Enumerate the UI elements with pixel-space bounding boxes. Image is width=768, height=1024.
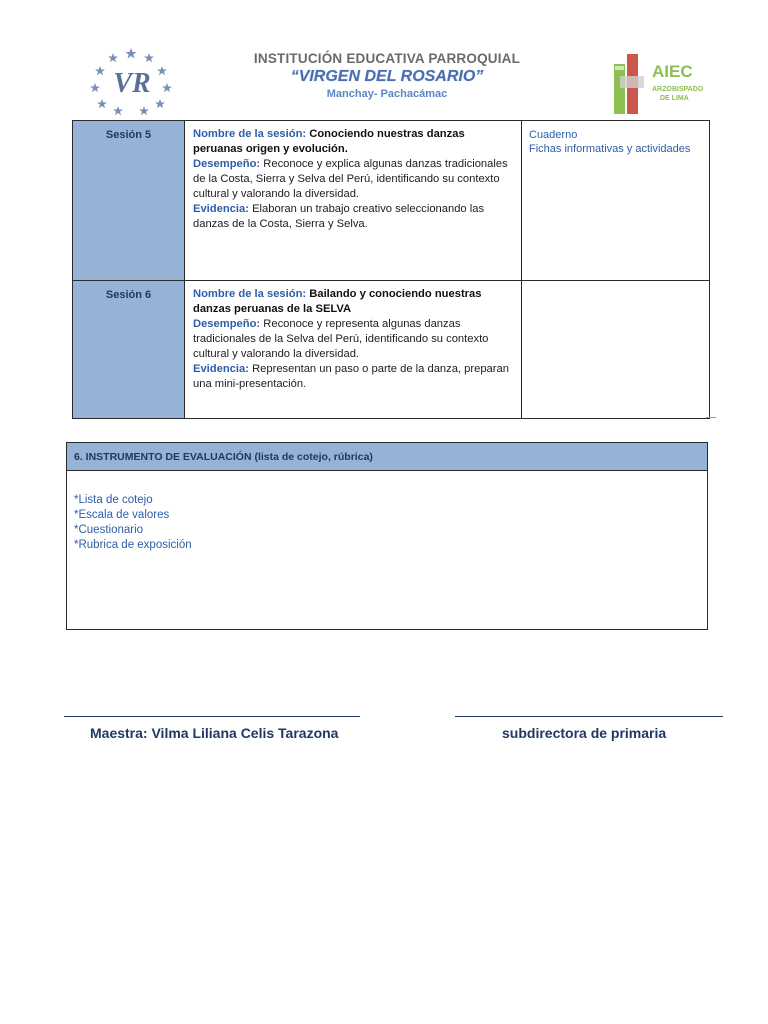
session-row bbox=[73, 121, 710, 281]
subdirector-signature-line bbox=[455, 716, 723, 717]
teacher-signature-name: Maestra: Vilma Liliana Celis Tarazona bbox=[90, 725, 339, 741]
school-header bbox=[250, 50, 524, 101]
evidence-text: Representan un paso o parte de la danza, preparan una mini-presentación. bbox=[193, 363, 509, 390]
aiec-logo-sub1: ARZOBISPADO bbox=[652, 86, 704, 93]
session-name: Conociendo nuestras danzas peruanas origen y evolución. bbox=[193, 128, 465, 155]
session-name: Bailando y conociendo nuestras danzas peruanas de la SELVA bbox=[193, 288, 482, 315]
school-logo bbox=[88, 46, 174, 116]
teacher-signature-line bbox=[64, 716, 360, 717]
aiec-logo bbox=[612, 52, 708, 116]
resource-item: Cuaderno bbox=[529, 129, 578, 141]
evaluation-instrument-box bbox=[66, 442, 708, 630]
performance-text: Reconoce y explica algunas danzas tradicionales de la Costa, Sierra y Selva del Perú, identificando su contexto cultural y valorando la diversidad. bbox=[193, 158, 508, 200]
institution-location: Manchay- Pachacámac bbox=[326, 88, 448, 100]
subdirector-signature-name: subdirectora de primaria bbox=[502, 725, 667, 741]
table-corner-mark bbox=[706, 417, 716, 426]
performance-label: Desempeño: bbox=[193, 158, 261, 170]
evaluation-item: *Lista de cotejo bbox=[74, 494, 153, 506]
session-resources-cell bbox=[522, 281, 710, 419]
session-name-label: Nombre de la sesión: bbox=[193, 128, 307, 140]
evaluation-item: *Rubrica de exposición bbox=[74, 539, 192, 551]
performance-label: Desempeño: bbox=[193, 318, 261, 330]
aiec-logo-title: AIEC bbox=[652, 62, 693, 81]
evaluation-title: 6. INSTRUMENTO DE EVALUACIÓN (lista de cotejo, rúbrica) bbox=[67, 443, 707, 471]
evaluation-item: *Escala de valores bbox=[74, 509, 170, 521]
evidence-label: Evidencia: bbox=[193, 363, 249, 375]
institution-name: INSTITUCIÓN EDUCATIVA PARROQUIAL bbox=[253, 51, 521, 66]
resource-item: Fichas informativas y actividades bbox=[529, 143, 691, 155]
session-name-label: Nombre de la sesión: bbox=[193, 288, 307, 300]
aiec-logo-sub2: DE LIMA bbox=[660, 95, 689, 102]
institution-motto: “VIRGEN DEL ROSARIO” bbox=[290, 68, 484, 85]
evidence-text: Elaboran un trabajo creativo seleccionando las danzas de la Costa, Sierra y Selva. bbox=[193, 203, 485, 230]
evidence-label: Evidencia: bbox=[193, 203, 249, 215]
session-label: Sesión 6 bbox=[105, 289, 152, 301]
school-logo-monogram: VR bbox=[113, 68, 151, 99]
session-row bbox=[73, 281, 710, 419]
session-label-cell bbox=[73, 121, 185, 281]
evaluation-item: *Cuestionario bbox=[74, 524, 144, 536]
sessions-table bbox=[72, 120, 710, 419]
session-resources-cell bbox=[522, 121, 710, 281]
session-label: Sesión 5 bbox=[105, 129, 152, 141]
evaluation-list bbox=[67, 471, 707, 553]
session-label-cell bbox=[73, 281, 185, 419]
session-detail-cell bbox=[185, 121, 522, 281]
performance-text: Reconoce y representa algunas danzas tradicionales de la Selva del Perú, identificando su contexto cultural y valorando la diversidad. bbox=[193, 318, 489, 360]
session-detail-cell bbox=[185, 281, 522, 419]
